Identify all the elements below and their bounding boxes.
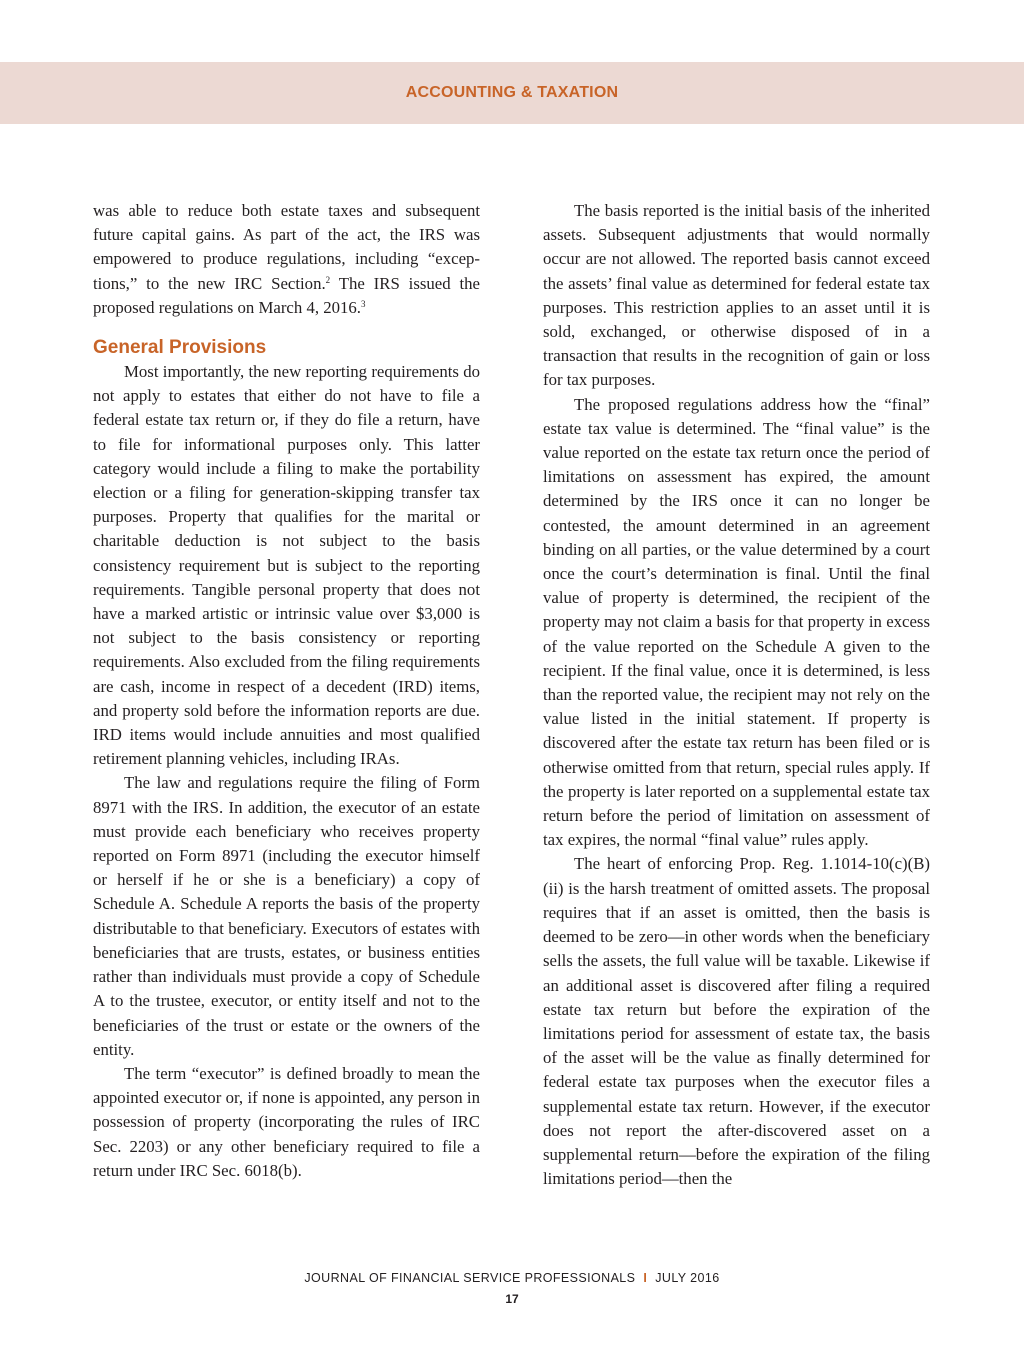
right-paragraph-1: The basis reported is the initial basis of the inherited assets. Subsequent adjustments that would normally occur are not allowed. The reported basis cannot exceed the assets’ final value as determined for federal estate tax purposes. This restriction applies to an asset until it is sold, exchanged, or otherwise disposed of in a transaction that results in the recognition of gain or loss for tax purposes. [543,201,930,390]
left-paragraph-2: Most importantly, the new reporting requirements do not apply to estates that either do not have to file a federal estate tax return or, if they do file a return, have to file for informational purposes only. This latter category would include a filing to make the portability election or a filing for generation-skipping transfer tax purposes. Property that qualifies for the marital or charitable deduction is not subject to the basis consistency requirement but is subject to the reporting requirements. Tangible personal property that does not have a marked artistic or intrinsic value over $3,000 is not subject to the basis consistency or reporting requirements. Also excluded from the filing requirements are cash, income in respect of a decedent (IRD) items, and property sold before the information reports are due. IRD items would include annuities and most qualified retirement planning vehicles, including IRAs. [93,362,480,769]
footer-separator: I [643,1271,648,1285]
page-number: 17 [505,1292,519,1306]
left-paragraph-3: The law and regulations require the filing of Form 8971 with the IRS. In addition, the executor of an estate must provide each beneficiary who receives property reported on Form 8971 (including the executor himself or herself if he or she is a beneficiary) a copy of Schedule A. Schedule A reports the basis of the property distributable to that beneficiary. Executors of estates with beneficiaries that are trusts, estates, or business entities rather than individuals must provide a copy of Schedule A to the trustee, executor, or entity itself and not to the beneficiaries of the trust or estate or the owners of the entity. [93,773,480,1059]
section-label: ACCOUNTING & TAXATION [405,84,619,101]
section-heading: General Provisions [93,337,267,359]
footnote-ref-2: 2 [325,274,331,285]
left-paragraph-4: The term “executor” is defined broadly to mean the appointed executor or, if none is appointed, any person in possession of property (incorporating the rules of IRC Sec. 2203) or any other beneficiary required to file a return under IRC Sec. 6018(b). [93,1063,480,1180]
journal-name: JOURNAL OF FINANCIAL SERVICE PROFESSIONALS [304,1271,636,1285]
right-paragraph-2: The proposed regulations address how the “final” estate tax value is determined. The “final value” is the value reported on the estate tax return once the period of limitations on assessment has expired, the amount determined by the IRS once it can no longer be contested, the amount determined in an agreement binding on all parties, or the value determined by a court once the court’s determination is final. Until the final value of property is determined, the recipient of the property may not claim a basis for that property in excess of the value reported on the Schedule A given to the recipient. If the final value, once it is determined, is less than the reported value, the recipient may not rely on the value listed in the initial statement. If property is discovered after the estate tax return has been filed or is otherwise omitted from that return, special rules apply. If the property is later reported on a supplemental estate tax return before the period of limitation on assessment of tax expires, the normal “final value” rules apply. [543,394,930,850]
left-paragraph-1-text-cont: The IRS issued the proposed regulations on March 4, 2016. [93,273,480,317]
left-paragraph-1-text: was able to reduce both estate taxes and subsequent future capital gains. As part of the act, the IRS was empowered to produce regulations, including “exceptions,” to the new IRC Section. [93,201,480,293]
right-paragraph-3: The heart of enforcing Prop. Reg. 1.1014-10(c)(B)(ii) is the harsh treatment of omitted assets. The proposal requires that if an asset is omitted, then the basis is deemed to be zero—in other words when the beneficiary sells the assets, the full value will be taxable. Likewise if an additional asset is discovered after filing a required estate tax return but before the expiration of the limitations period for assessment of estate tax, the basis of the asset will be the value as finally determined for federal estate tax purposes when the executor files a supplemental estate tax return. However, if the executor does not report the after-discovered asset on a supplemental return—before the expiration of the filing limitations period—then the [543,854,930,1189]
right-column [543,199,930,1191]
left-column [93,199,480,1183]
left-paragraph-1 [93,199,480,320]
issue-date: JULY 2016 [655,1271,720,1285]
footnote-ref-3: 3 [360,298,366,309]
footer [0,1271,1024,1285]
